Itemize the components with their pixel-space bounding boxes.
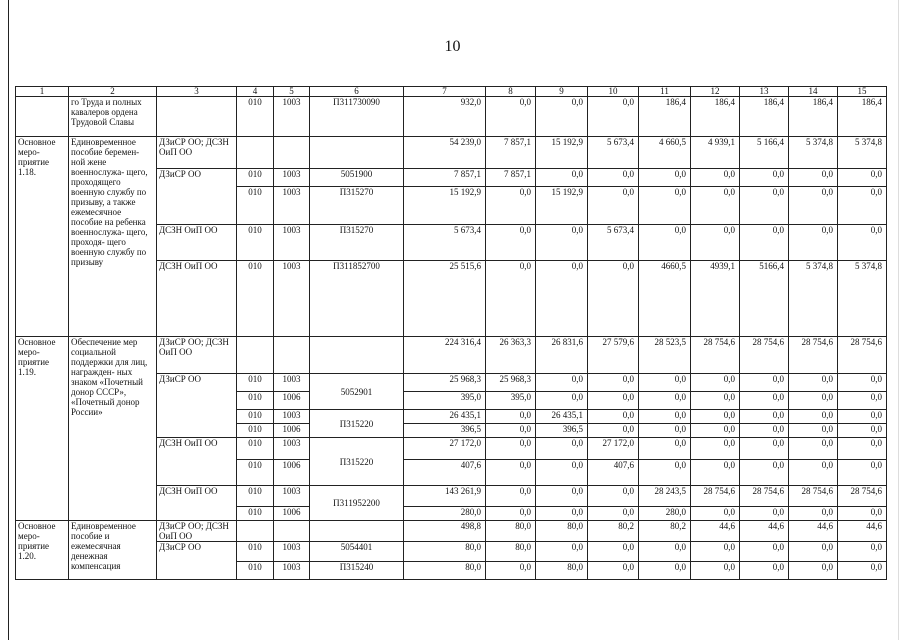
cell-executor: ДЗиСР ОО (157, 374, 237, 438)
cell-value: 0,0 (536, 460, 588, 486)
cell-value: 0,0 (486, 261, 536, 337)
cell-value: 0,0 (740, 438, 789, 460)
cell-activity: Основное меро- приятие 1.18. (16, 137, 69, 337)
cell-value: 186,4 (639, 97, 691, 137)
col-header: 11 (639, 87, 691, 97)
cell-activity: Основное меро- приятие 1.19. (16, 337, 69, 521)
table-row (16, 137, 887, 169)
cell-value: 25 968,3 (404, 374, 486, 392)
cell-ministry: 010 (237, 542, 274, 562)
cell-value: 0,0 (838, 507, 887, 521)
header-row (16, 87, 887, 97)
cell-value: 0,0 (536, 97, 588, 137)
cell-target-article: 5052901 (310, 374, 404, 410)
cell-ministry: 010 (237, 410, 274, 424)
cell-value: 0,0 (486, 410, 536, 424)
cell-executor: ДЗиСР ОО; ДСЗН ОиП ОО (157, 521, 237, 542)
cell-ministry (237, 337, 274, 374)
cell-ministry: 010 (237, 562, 274, 580)
cell-value: 0,0 (639, 374, 691, 392)
cell-section (274, 521, 310, 542)
cell-value: 0,0 (639, 187, 691, 225)
cell-value: 0,0 (639, 542, 691, 562)
cell-activity (16, 97, 69, 137)
cell-value: 0,0 (838, 410, 887, 424)
cell-value: 0,0 (740, 392, 789, 410)
cell-value: 4 939,1 (691, 137, 740, 169)
cell-value: 27 172,0 (404, 438, 486, 460)
cell-value: 80,0 (536, 562, 588, 580)
cell-value: 28 754,6 (838, 486, 887, 507)
cell-value: 44,6 (691, 521, 740, 542)
cell-value: 0,0 (691, 438, 740, 460)
col-header: 13 (740, 87, 789, 97)
cell-value: 0,0 (789, 374, 838, 392)
cell-description: Единовременное пособие беремен- ной жене военнослужа- щего, проходящего военную службу по призыву, а также ежемесячное пособие на ребенка военнослужа- щего, проходя- щего военную службу по призыву (69, 137, 157, 337)
cell-ministry (237, 521, 274, 542)
cell-section: 1003 (274, 225, 310, 261)
cell-value: 5 374,8 (789, 261, 838, 337)
cell-value: 407,6 (588, 460, 639, 486)
cell-value: 0,0 (536, 392, 588, 410)
cell-target-article (310, 337, 404, 374)
cell-target-article: 5051900 (310, 169, 404, 187)
col-header: 2 (69, 87, 157, 97)
cell-value: 0,0 (536, 438, 588, 460)
cell-value: 80,0 (536, 521, 588, 542)
cell-executor: ДСЗН ОиП ОО (157, 486, 237, 521)
cell-value: 4 660,5 (639, 137, 691, 169)
cell-ministry (237, 137, 274, 169)
cell-description: Единовременное пособие и ежемесячная денежная компенсация (69, 521, 157, 580)
cell-value: 0,0 (789, 392, 838, 410)
cell-value: 0,0 (838, 562, 887, 580)
cell-section (274, 337, 310, 374)
col-header: 1 (16, 87, 69, 97)
col-header: 15 (838, 87, 887, 97)
cell-value: 80,0 (404, 562, 486, 580)
cell-target-article: П315220 (310, 410, 404, 438)
cell-value: 0,0 (691, 187, 740, 225)
cell-value: 28 243,5 (639, 486, 691, 507)
cell-section: 1003 (274, 169, 310, 187)
cell-value: 0,0 (740, 169, 789, 187)
col-header: 6 (310, 87, 404, 97)
cell-value: 0,0 (740, 187, 789, 225)
cell-value: 15 192,9 (404, 187, 486, 225)
cell-target-article (310, 137, 404, 169)
cell-target-article: П315240 (310, 562, 404, 580)
cell-executor (157, 97, 237, 137)
cell-value: 0,0 (536, 507, 588, 521)
cell-section: 1006 (274, 424, 310, 438)
cell-value: 186,4 (740, 97, 789, 137)
col-header: 9 (536, 87, 588, 97)
cell-value: 395,0 (486, 392, 536, 410)
cell-value: 0,0 (789, 424, 838, 438)
cell-section: 1006 (274, 392, 310, 410)
cell-target-article: П311952200 (310, 486, 404, 521)
cell-value: 0,0 (691, 542, 740, 562)
cell-section: 1003 (274, 187, 310, 225)
col-header: 10 (588, 87, 639, 97)
col-header: 3 (157, 87, 237, 97)
cell-executor: ДСЗН ОиП ОО (157, 261, 237, 337)
table-row (16, 97, 887, 137)
cell-value: 0,0 (789, 460, 838, 486)
cell-value: 0,0 (838, 169, 887, 187)
cell-value: 396,5 (404, 424, 486, 438)
cell-value: 280,0 (639, 507, 691, 521)
cell-value: 0,0 (639, 225, 691, 261)
cell-value: 0,0 (639, 392, 691, 410)
cell-ministry: 010 (237, 261, 274, 337)
cell-value: 0,0 (486, 486, 536, 507)
cell-value: 0,0 (789, 187, 838, 225)
cell-ministry: 010 (237, 424, 274, 438)
cell-value: 0,0 (588, 542, 639, 562)
cell-value: 0,0 (588, 562, 639, 580)
cell-value: 25 968,3 (486, 374, 536, 392)
cell-value: 80,0 (486, 521, 536, 542)
cell-value: 4660,5 (639, 261, 691, 337)
cell-value: 7 857,1 (486, 137, 536, 169)
cell-value: 0,0 (588, 261, 639, 337)
cell-value: 28 523,5 (639, 337, 691, 374)
cell-value: 0,0 (740, 507, 789, 521)
cell-value: 80,0 (404, 542, 486, 562)
cell-value: 0,0 (588, 392, 639, 410)
cell-value: 0,0 (838, 424, 887, 438)
cell-value: 0,0 (789, 169, 838, 187)
cell-value: 0,0 (691, 225, 740, 261)
cell-section: 1003 (274, 410, 310, 424)
cell-section: 1003 (274, 542, 310, 562)
col-header: 4 (237, 87, 274, 97)
cell-ministry: 010 (237, 438, 274, 460)
cell-value: 26 831,6 (536, 337, 588, 374)
cell-value: 0,0 (588, 169, 639, 187)
cell-value: 0,0 (486, 460, 536, 486)
cell-value: 0,0 (740, 225, 789, 261)
cell-value: 28 754,6 (789, 486, 838, 507)
cell-value: 5 673,4 (588, 225, 639, 261)
cell-ministry: 010 (237, 507, 274, 521)
cell-value: 0,0 (588, 486, 639, 507)
cell-value: 5 374,8 (789, 137, 838, 169)
col-header: 5 (274, 87, 310, 97)
budget-table (15, 86, 887, 580)
cell-value: 407,6 (404, 460, 486, 486)
cell-value: 186,4 (838, 97, 887, 137)
cell-value: 0,0 (588, 410, 639, 424)
cell-target-article: П315220 (310, 438, 404, 486)
cell-value: 0,0 (740, 460, 789, 486)
table-row (16, 521, 887, 542)
cell-value: 7 857,1 (404, 169, 486, 187)
cell-value: 27 579,6 (588, 337, 639, 374)
cell-value: 0,0 (789, 225, 838, 261)
cell-value: 0,0 (740, 424, 789, 438)
cell-value: 0,0 (789, 438, 838, 460)
cell-target-article (310, 521, 404, 542)
cell-section: 1003 (274, 438, 310, 460)
cell-ministry: 010 (237, 225, 274, 261)
cell-value: 4939,1 (691, 261, 740, 337)
cell-ministry: 010 (237, 392, 274, 410)
cell-value: 0,0 (838, 460, 887, 486)
cell-value: 0,0 (789, 507, 838, 521)
cell-value: 0,0 (486, 507, 536, 521)
cell-value: 0,0 (639, 424, 691, 438)
cell-value: 28 754,6 (838, 337, 887, 374)
cell-value: 932,0 (404, 97, 486, 137)
cell-value: 25 515,6 (404, 261, 486, 337)
cell-value: 0,0 (536, 225, 588, 261)
cell-value: 27 172,0 (588, 438, 639, 460)
cell-value: 0,0 (588, 97, 639, 137)
cell-value: 0,0 (838, 225, 887, 261)
cell-value: 0,0 (740, 410, 789, 424)
col-header: 14 (789, 87, 838, 97)
cell-value: 0,0 (740, 542, 789, 562)
cell-value: 0,0 (536, 542, 588, 562)
cell-value: 0,0 (639, 460, 691, 486)
cell-value: 0,0 (588, 187, 639, 225)
cell-section: 1003 (274, 97, 310, 137)
col-header: 12 (691, 87, 740, 97)
cell-ministry: 010 (237, 187, 274, 225)
cell-executor: ДСЗН ОиП ОО (157, 438, 237, 486)
cell-value: 0,0 (486, 424, 536, 438)
cell-value: 0,0 (838, 542, 887, 562)
cell-value: 5 374,8 (838, 261, 887, 337)
cell-value: 143 261,9 (404, 486, 486, 507)
page-number: 10 (444, 38, 461, 55)
cell-value: 28 754,6 (691, 337, 740, 374)
cell-value: 0,0 (691, 424, 740, 438)
cell-value: 26 435,1 (536, 410, 588, 424)
cell-section: 1003 (274, 486, 310, 507)
cell-value: 0,0 (536, 261, 588, 337)
cell-value: 0,0 (536, 374, 588, 392)
cell-value: 0,0 (789, 562, 838, 580)
cell-value: 0,0 (639, 562, 691, 580)
cell-section: 1003 (274, 562, 310, 580)
cell-ministry: 010 (237, 169, 274, 187)
cell-value: 44,6 (789, 521, 838, 542)
cell-activity: Основное меро- приятие 1.20. (16, 521, 69, 580)
cell-value: 0,0 (639, 410, 691, 424)
cell-section: 1006 (274, 507, 310, 521)
cell-ministry: 010 (237, 486, 274, 507)
cell-value: 224 316,4 (404, 337, 486, 374)
cell-value: 0,0 (838, 374, 887, 392)
page-left-border (8, 0, 9, 640)
cell-value: 0,0 (789, 410, 838, 424)
cell-executor: ДСЗН ОиП ОО (157, 225, 237, 261)
cell-value: 0,0 (691, 562, 740, 580)
cell-section: 1006 (274, 460, 310, 486)
cell-value: 28 754,6 (740, 337, 789, 374)
cell-executor: ДЗиСР ОО (157, 169, 237, 225)
cell-value: 0,0 (838, 438, 887, 460)
cell-value: 5 374,8 (838, 137, 887, 169)
cell-value: 80,0 (486, 542, 536, 562)
cell-value: 80,2 (639, 521, 691, 542)
cell-value: 0,0 (639, 438, 691, 460)
cell-section (274, 137, 310, 169)
cell-description: Обеспечение мер социальной поддержки для лиц, награжден- ных знаком «Почетный донор СССР», «Почетный донор России» (69, 337, 157, 521)
cell-value: 0,0 (536, 486, 588, 507)
cell-value: 280,0 (404, 507, 486, 521)
cell-target-article: П315270 (310, 187, 404, 225)
cell-value: 0,0 (536, 169, 588, 187)
cell-value: 5 673,4 (404, 225, 486, 261)
cell-ministry: 010 (237, 460, 274, 486)
cell-value: 0,0 (486, 225, 536, 261)
cell-value: 54 239,0 (404, 137, 486, 169)
cell-value: 80,2 (588, 521, 639, 542)
page-right-border (898, 0, 899, 640)
table-row (16, 337, 887, 374)
cell-value: 7 857,1 (486, 169, 536, 187)
cell-value: 5166,4 (740, 261, 789, 337)
cell-value: 28 754,6 (740, 486, 789, 507)
cell-target-article: 5054401 (310, 542, 404, 562)
cell-value: 0,0 (691, 374, 740, 392)
cell-value: 26 435,1 (404, 410, 486, 424)
cell-ministry: 010 (237, 97, 274, 137)
cell-value: 186,4 (691, 97, 740, 137)
cell-value: 498,8 (404, 521, 486, 542)
cell-executor: ДЗиСР ОО; ДСЗН ОиП ОО (157, 337, 237, 374)
cell-value: 0,0 (691, 169, 740, 187)
cell-value: 0,0 (691, 410, 740, 424)
cell-value: 0,0 (588, 374, 639, 392)
cell-value: 0,0 (740, 374, 789, 392)
cell-value: 44,6 (740, 521, 789, 542)
cell-value: 0,0 (486, 438, 536, 460)
cell-value: 0,0 (740, 562, 789, 580)
cell-value: 15 192,9 (536, 187, 588, 225)
cell-value: 5 166,4 (740, 137, 789, 169)
cell-ministry: 010 (237, 374, 274, 392)
cell-value: 0,0 (588, 507, 639, 521)
cell-value: 26 363,3 (486, 337, 536, 374)
cell-value: 396,5 (536, 424, 588, 438)
cell-target-article: П315270 (310, 225, 404, 261)
cell-value: 0,0 (639, 169, 691, 187)
cell-value: 0,0 (691, 392, 740, 410)
cell-value: 44,6 (838, 521, 887, 542)
cell-value: 0,0 (486, 562, 536, 580)
cell-section: 1003 (274, 374, 310, 392)
col-header: 7 (404, 87, 486, 97)
cell-executor: ДЗиСР ОО (157, 542, 237, 580)
cell-value: 28 754,6 (789, 337, 838, 374)
col-header: 8 (486, 87, 536, 97)
cell-value: 0,0 (486, 187, 536, 225)
cell-value: 15 192,9 (536, 137, 588, 169)
cell-value: 28 754,6 (691, 486, 740, 507)
cell-target-article: П311852700 (310, 261, 404, 337)
cell-value: 0,0 (838, 187, 887, 225)
cell-section: 1003 (274, 261, 310, 337)
cell-value: 0,0 (838, 392, 887, 410)
cell-executor: ДЗиСР ОО; ДСЗН ОиП ОО (157, 137, 237, 169)
cell-description: го Труда и полных кавалеров ордена Трудовой Славы (69, 97, 157, 137)
cell-value: 5 673,4 (588, 137, 639, 169)
cell-value: 186,4 (789, 97, 838, 137)
cell-value: 0,0 (588, 424, 639, 438)
cell-value: 0,0 (789, 542, 838, 562)
cell-value: 0,0 (486, 97, 536, 137)
cell-value: 0,0 (691, 460, 740, 486)
cell-value: 395,0 (404, 392, 486, 410)
cell-target-article: П311730090 (310, 97, 404, 137)
cell-value: 0,0 (691, 507, 740, 521)
